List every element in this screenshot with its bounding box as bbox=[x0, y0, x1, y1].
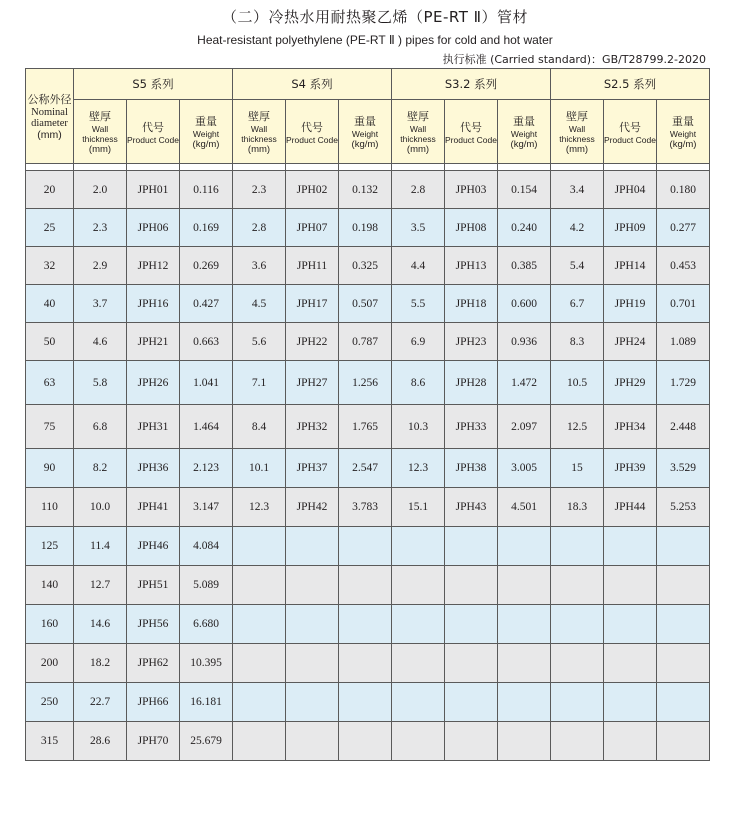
nominal-diameter-cell: 250 bbox=[26, 683, 74, 722]
nominal-diameter-cell: 160 bbox=[26, 605, 74, 644]
header-label-en: Weight bbox=[669, 129, 697, 139]
wall-thickness-header bbox=[392, 100, 445, 164]
nominal-zh: 公称外径 bbox=[27, 93, 72, 106]
product-code-cell: JPH34 bbox=[604, 405, 657, 449]
weight-cell: 0.132 bbox=[339, 171, 392, 209]
product-code-cell: JPH22 bbox=[286, 323, 339, 361]
product-code-cell bbox=[445, 605, 498, 644]
product-code-cell: JPH17 bbox=[286, 285, 339, 323]
wall-thickness-cell: 3.4 bbox=[551, 171, 604, 209]
header-unit: (mm) bbox=[88, 144, 112, 155]
product-code-cell bbox=[604, 644, 657, 683]
product-code-cell bbox=[445, 644, 498, 683]
product-code-cell: JPH13 bbox=[445, 247, 498, 285]
series-s4-header: S4 系列 bbox=[233, 69, 392, 100]
header-label-en: Wall thickness bbox=[400, 124, 436, 144]
wall-thickness-cell: 6.8 bbox=[74, 405, 127, 449]
weight-cell: 0.269 bbox=[180, 247, 233, 285]
product-code-cell: JPH03 bbox=[445, 171, 498, 209]
header-unit: (mm) bbox=[406, 144, 430, 155]
header-label-en: Product Code bbox=[445, 134, 497, 145]
product-code-cell: JPH02 bbox=[286, 171, 339, 209]
header-label-zh: 重量 bbox=[354, 115, 376, 128]
weight-cell: 16.181 bbox=[180, 683, 233, 722]
header-label-zh: 代号 bbox=[619, 120, 641, 134]
header-label-en: Weight bbox=[351, 129, 379, 139]
nominal-diameter-cell: 140 bbox=[26, 566, 74, 605]
wall-thickness-cell: 7.1 bbox=[233, 361, 286, 405]
wall-thickness-cell bbox=[551, 683, 604, 722]
header-unit: (kg/m) bbox=[669, 139, 697, 150]
table-row bbox=[26, 722, 710, 761]
weight-cell bbox=[498, 644, 551, 683]
product-code-cell: JPH27 bbox=[286, 361, 339, 405]
wall-thickness-cell bbox=[233, 644, 286, 683]
weight-cell: 5.089 bbox=[180, 566, 233, 605]
weight-cell bbox=[657, 683, 710, 722]
weight-cell bbox=[339, 527, 392, 566]
standard-note: 执行标准 (Carried standard)：GB/T28799.2-2020 bbox=[442, 53, 706, 66]
header-spacer bbox=[26, 164, 710, 171]
product-code-cell bbox=[286, 644, 339, 683]
weight-cell bbox=[657, 527, 710, 566]
wall-thickness-cell: 2.8 bbox=[392, 171, 445, 209]
weight-cell bbox=[657, 644, 710, 683]
product-code-cell: JPH04 bbox=[604, 171, 657, 209]
product-code-cell: JPH18 bbox=[445, 285, 498, 323]
wall-thickness-cell: 12.5 bbox=[551, 405, 604, 449]
header-label-en: Product Code bbox=[127, 134, 179, 145]
header-label-en: Wall thickness bbox=[559, 124, 595, 144]
weight-cell bbox=[498, 683, 551, 722]
wall-thickness-cell bbox=[392, 722, 445, 761]
header-label-zh: 壁厚 bbox=[407, 110, 429, 123]
pipe-spec-table bbox=[25, 68, 710, 761]
weight-cell: 1.464 bbox=[180, 405, 233, 449]
nominal-diameter-cell: 20 bbox=[26, 171, 74, 209]
product-code-cell bbox=[604, 683, 657, 722]
weight-cell bbox=[498, 566, 551, 605]
header-label-en: Weight bbox=[510, 129, 538, 139]
product-code-cell bbox=[286, 683, 339, 722]
wall-thickness-cell bbox=[233, 527, 286, 566]
table-row bbox=[26, 605, 710, 644]
nominal-diameter-cell: 125 bbox=[26, 527, 74, 566]
weight-cell: 1.729 bbox=[657, 361, 710, 405]
product-code-cell bbox=[445, 683, 498, 722]
nominal-diameter-cell: 63 bbox=[26, 361, 74, 405]
wall-thickness-cell: 6.7 bbox=[551, 285, 604, 323]
nominal-diameter-cell: 110 bbox=[26, 488, 74, 527]
header-label-en: Weight bbox=[192, 129, 220, 139]
wall-thickness-cell: 14.6 bbox=[74, 605, 127, 644]
weight-cell: 0.277 bbox=[657, 209, 710, 247]
weight-cell: 0.427 bbox=[180, 285, 233, 323]
weight-cell bbox=[498, 722, 551, 761]
wall-thickness-cell: 11.4 bbox=[74, 527, 127, 566]
wall-thickness-cell bbox=[392, 566, 445, 605]
product-code-cell bbox=[604, 605, 657, 644]
weight-cell: 0.169 bbox=[180, 209, 233, 247]
table-body bbox=[26, 164, 710, 761]
weight-cell: 0.240 bbox=[498, 209, 551, 247]
weight-cell: 0.385 bbox=[498, 247, 551, 285]
product-code-cell: JPH16 bbox=[127, 285, 180, 323]
nominal-diameter-cell: 40 bbox=[26, 285, 74, 323]
product-code-cell: JPH70 bbox=[127, 722, 180, 761]
product-code-cell: JPH26 bbox=[127, 361, 180, 405]
weight-cell: 6.680 bbox=[180, 605, 233, 644]
weight-cell bbox=[657, 605, 710, 644]
product-code-cell: JPH14 bbox=[604, 247, 657, 285]
wall-thickness-cell: 15 bbox=[551, 449, 604, 488]
series-s2-5-header: S2.5 系列 bbox=[551, 69, 710, 100]
weight-cell: 1.041 bbox=[180, 361, 233, 405]
weight-cell: 25.679 bbox=[180, 722, 233, 761]
header-label-zh: 重量 bbox=[513, 115, 535, 128]
wall-thickness-cell bbox=[392, 527, 445, 566]
table-row bbox=[26, 644, 710, 683]
wall-thickness-cell bbox=[233, 683, 286, 722]
table-row bbox=[26, 449, 710, 488]
product-code-cell: JPH01 bbox=[127, 171, 180, 209]
table-row bbox=[26, 683, 710, 722]
weight-cell bbox=[339, 683, 392, 722]
weight-cell: 0.507 bbox=[339, 285, 392, 323]
weight-cell: 4.501 bbox=[498, 488, 551, 527]
product-code-cell bbox=[604, 722, 657, 761]
header-unit: (mm) bbox=[565, 144, 589, 155]
wall-thickness-cell: 8.6 bbox=[392, 361, 445, 405]
product-code-cell: JPH31 bbox=[127, 405, 180, 449]
wall-thickness-cell: 8.4 bbox=[233, 405, 286, 449]
header-label-zh: 壁厚 bbox=[566, 110, 588, 123]
nominal-diameter-cell: 200 bbox=[26, 644, 74, 683]
header-label-zh: 代号 bbox=[460, 120, 482, 134]
product-code-cell: JPH46 bbox=[127, 527, 180, 566]
header-label-zh: 重量 bbox=[195, 115, 217, 128]
weight-cell: 0.325 bbox=[339, 247, 392, 285]
product-code-cell: JPH21 bbox=[127, 323, 180, 361]
table-row bbox=[26, 209, 710, 247]
nominal-diameter-header bbox=[26, 69, 74, 164]
product-code-cell: JPH41 bbox=[127, 488, 180, 527]
header-unit: (kg/m) bbox=[192, 139, 220, 150]
product-code-cell: JPH33 bbox=[445, 405, 498, 449]
wall-thickness-cell: 5.5 bbox=[392, 285, 445, 323]
product-code-cell: JPH09 bbox=[604, 209, 657, 247]
product-code-cell bbox=[445, 527, 498, 566]
wall-thickness-cell: 28.6 bbox=[74, 722, 127, 761]
product-code-cell: JPH24 bbox=[604, 323, 657, 361]
product-code-cell bbox=[286, 605, 339, 644]
product-code-cell: JPH51 bbox=[127, 566, 180, 605]
weight-header bbox=[180, 100, 233, 164]
wall-thickness-cell bbox=[392, 683, 445, 722]
table-row bbox=[26, 247, 710, 285]
weight-cell: 2.097 bbox=[498, 405, 551, 449]
weight-cell: 2.448 bbox=[657, 405, 710, 449]
weight-cell bbox=[498, 527, 551, 566]
weight-cell: 3.529 bbox=[657, 449, 710, 488]
weight-cell: 3.783 bbox=[339, 488, 392, 527]
product-code-cell: JPH23 bbox=[445, 323, 498, 361]
product-code-cell: JPH44 bbox=[604, 488, 657, 527]
product-code-cell: JPH38 bbox=[445, 449, 498, 488]
header-unit: (kg/m) bbox=[351, 139, 379, 150]
wall-thickness-cell: 10.5 bbox=[551, 361, 604, 405]
wall-thickness-cell: 2.9 bbox=[74, 247, 127, 285]
wall-thickness-cell: 15.1 bbox=[392, 488, 445, 527]
wall-thickness-cell: 12.3 bbox=[392, 449, 445, 488]
product-code-header bbox=[604, 100, 657, 164]
product-code-cell bbox=[286, 722, 339, 761]
weight-cell bbox=[657, 566, 710, 605]
wall-thickness-cell bbox=[551, 527, 604, 566]
weight-cell: 0.198 bbox=[339, 209, 392, 247]
page-title: （二）冷热水用耐热聚乙烯（PE-RT Ⅱ）管材 bbox=[221, 8, 529, 26]
weight-header bbox=[498, 100, 551, 164]
wall-thickness-cell: 12.3 bbox=[233, 488, 286, 527]
wall-thickness-cell bbox=[551, 722, 604, 761]
wall-thickness-cell bbox=[551, 566, 604, 605]
weight-cell: 1.765 bbox=[339, 405, 392, 449]
wall-thickness-cell: 18.3 bbox=[551, 488, 604, 527]
weight-cell bbox=[339, 566, 392, 605]
wall-thickness-cell: 2.3 bbox=[74, 209, 127, 247]
product-code-cell: JPH11 bbox=[286, 247, 339, 285]
weight-cell: 2.547 bbox=[339, 449, 392, 488]
weight-cell: 0.154 bbox=[498, 171, 551, 209]
weight-cell: 3.147 bbox=[180, 488, 233, 527]
header-label-zh: 壁厚 bbox=[89, 110, 111, 123]
table-row bbox=[26, 405, 710, 449]
weight-cell: 0.600 bbox=[498, 285, 551, 323]
series-s3-2-header: S3.2 系列 bbox=[392, 69, 551, 100]
wall-thickness-cell: 22.7 bbox=[74, 683, 127, 722]
weight-cell: 2.123 bbox=[180, 449, 233, 488]
wall-thickness-cell bbox=[233, 605, 286, 644]
wall-thickness-cell: 5.6 bbox=[233, 323, 286, 361]
product-code-cell bbox=[286, 527, 339, 566]
table-row bbox=[26, 566, 710, 605]
wall-thickness-header bbox=[233, 100, 286, 164]
table-row bbox=[26, 323, 710, 361]
wall-thickness-cell: 2.3 bbox=[233, 171, 286, 209]
product-code-cell bbox=[445, 722, 498, 761]
wall-thickness-cell: 8.3 bbox=[551, 323, 604, 361]
weight-cell: 0.453 bbox=[657, 247, 710, 285]
column-subheader-row bbox=[26, 100, 710, 164]
weight-cell: 1.256 bbox=[339, 361, 392, 405]
product-code-cell: JPH12 bbox=[127, 247, 180, 285]
header-label-zh: 代号 bbox=[142, 120, 164, 134]
product-code-cell: JPH06 bbox=[127, 209, 180, 247]
weight-cell bbox=[657, 722, 710, 761]
weight-cell: 0.936 bbox=[498, 323, 551, 361]
table-row bbox=[26, 488, 710, 527]
weight-cell: 0.663 bbox=[180, 323, 233, 361]
wall-thickness-cell: 6.9 bbox=[392, 323, 445, 361]
nominal-diameter-cell: 50 bbox=[26, 323, 74, 361]
nominal-unit: (mm) bbox=[37, 129, 62, 141]
header-unit: (mm) bbox=[247, 144, 271, 155]
weight-header bbox=[657, 100, 710, 164]
weight-cell: 1.089 bbox=[657, 323, 710, 361]
weight-cell: 0.787 bbox=[339, 323, 392, 361]
wall-thickness-cell bbox=[233, 566, 286, 605]
wall-thickness-header bbox=[551, 100, 604, 164]
wall-thickness-cell bbox=[392, 605, 445, 644]
nominal-diameter-cell: 32 bbox=[26, 247, 74, 285]
header-unit: (kg/m) bbox=[510, 139, 538, 150]
wall-thickness-cell: 10.0 bbox=[74, 488, 127, 527]
product-code-cell: JPH07 bbox=[286, 209, 339, 247]
wall-thickness-cell: 2.8 bbox=[233, 209, 286, 247]
wall-thickness-cell: 3.7 bbox=[74, 285, 127, 323]
wall-thickness-cell: 4.6 bbox=[74, 323, 127, 361]
wall-thickness-cell: 8.2 bbox=[74, 449, 127, 488]
product-code-cell: JPH62 bbox=[127, 644, 180, 683]
header-label-en: Wall thickness bbox=[241, 124, 277, 144]
wall-thickness-cell: 5.8 bbox=[74, 361, 127, 405]
wall-thickness-cell: 2.0 bbox=[74, 171, 127, 209]
product-code-cell: JPH36 bbox=[127, 449, 180, 488]
header-label-zh: 壁厚 bbox=[248, 110, 270, 123]
wall-thickness-cell bbox=[551, 644, 604, 683]
weight-header bbox=[339, 100, 392, 164]
nominal-diameter-cell: 90 bbox=[26, 449, 74, 488]
table-row bbox=[26, 527, 710, 566]
header-label-en: Product Code bbox=[604, 134, 656, 145]
table-row bbox=[26, 285, 710, 323]
wall-thickness-cell: 5.4 bbox=[551, 247, 604, 285]
product-code-cell: JPH39 bbox=[604, 449, 657, 488]
product-code-cell: JPH66 bbox=[127, 683, 180, 722]
nominal-diameter-cell: 315 bbox=[26, 722, 74, 761]
product-code-cell bbox=[445, 566, 498, 605]
product-code-cell: JPH08 bbox=[445, 209, 498, 247]
weight-cell: 5.253 bbox=[657, 488, 710, 527]
wall-thickness-cell bbox=[233, 722, 286, 761]
product-code-header bbox=[286, 100, 339, 164]
wall-thickness-cell: 3.5 bbox=[392, 209, 445, 247]
weight-cell: 3.005 bbox=[498, 449, 551, 488]
product-code-cell: JPH28 bbox=[445, 361, 498, 405]
table-row bbox=[26, 171, 710, 209]
wall-thickness-cell: 4.5 bbox=[233, 285, 286, 323]
product-code-cell: JPH42 bbox=[286, 488, 339, 527]
header-label-en: Product Code bbox=[286, 134, 338, 145]
product-code-cell: JPH37 bbox=[286, 449, 339, 488]
product-code-header bbox=[127, 100, 180, 164]
header-label-zh: 代号 bbox=[301, 120, 323, 134]
wall-thickness-header bbox=[74, 100, 127, 164]
weight-cell bbox=[498, 605, 551, 644]
wall-thickness-cell: 10.3 bbox=[392, 405, 445, 449]
header-label-zh: 重量 bbox=[672, 115, 694, 128]
product-code-cell: JPH32 bbox=[286, 405, 339, 449]
product-code-cell bbox=[604, 566, 657, 605]
wall-thickness-cell: 18.2 bbox=[74, 644, 127, 683]
product-code-cell: JPH43 bbox=[445, 488, 498, 527]
nominal-diameter-cell: 75 bbox=[26, 405, 74, 449]
product-code-cell: JPH56 bbox=[127, 605, 180, 644]
weight-cell bbox=[339, 644, 392, 683]
wall-thickness-cell: 12.7 bbox=[74, 566, 127, 605]
header-label-en: Wall thickness bbox=[82, 124, 118, 144]
product-code-cell: JPH19 bbox=[604, 285, 657, 323]
wall-thickness-cell bbox=[551, 605, 604, 644]
weight-cell: 4.084 bbox=[180, 527, 233, 566]
series-s5-header: S5 系列 bbox=[74, 69, 233, 100]
weight-cell: 0.180 bbox=[657, 171, 710, 209]
nominal-en: Nominal diameter bbox=[31, 107, 68, 129]
product-code-cell: JPH29 bbox=[604, 361, 657, 405]
weight-cell: 10.395 bbox=[180, 644, 233, 683]
weight-cell: 1.472 bbox=[498, 361, 551, 405]
weight-cell bbox=[339, 722, 392, 761]
wall-thickness-cell: 4.4 bbox=[392, 247, 445, 285]
page-subtitle: Heat-resistant polyethylene (PE-RT Ⅱ ) pipes for cold and hot water bbox=[197, 33, 553, 47]
product-code-cell bbox=[604, 527, 657, 566]
nominal-diameter-cell: 25 bbox=[26, 209, 74, 247]
wall-thickness-cell: 3.6 bbox=[233, 247, 286, 285]
product-code-header bbox=[445, 100, 498, 164]
table-row bbox=[26, 361, 710, 405]
wall-thickness-cell bbox=[392, 644, 445, 683]
product-code-cell bbox=[286, 566, 339, 605]
weight-cell: 0.116 bbox=[180, 171, 233, 209]
wall-thickness-cell: 4.2 bbox=[551, 209, 604, 247]
wall-thickness-cell: 10.1 bbox=[233, 449, 286, 488]
weight-cell bbox=[339, 605, 392, 644]
weight-cell: 0.701 bbox=[657, 285, 710, 323]
